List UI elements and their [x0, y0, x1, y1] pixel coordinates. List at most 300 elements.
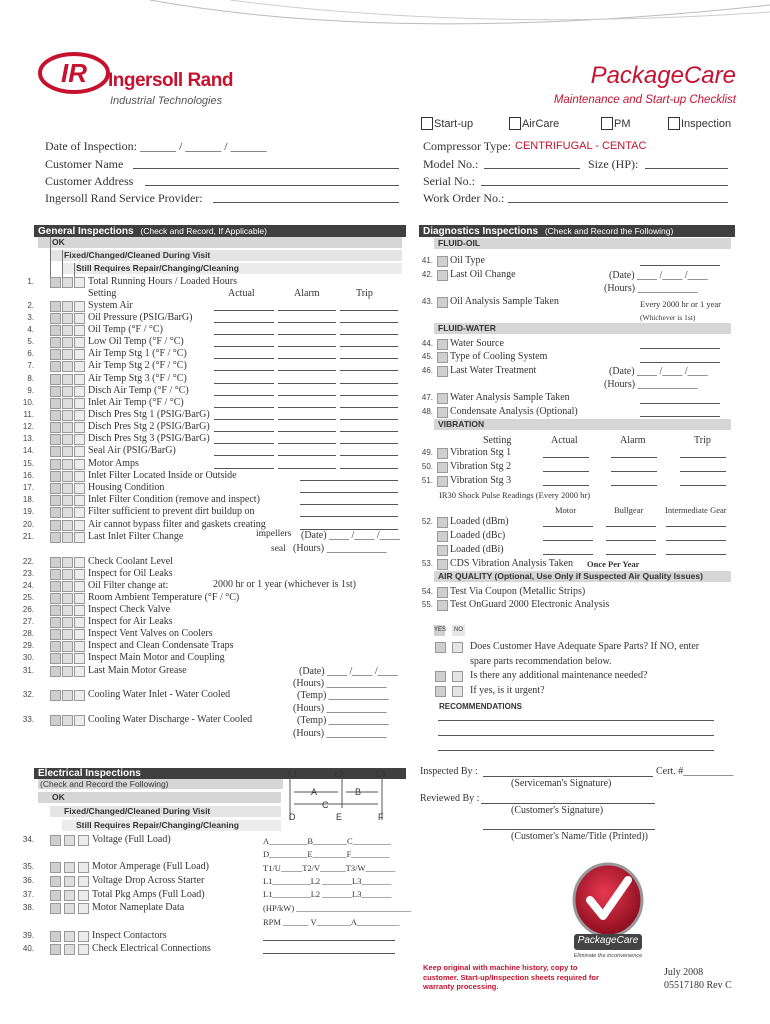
item-label: Air cannot bypass filter and gaskets creating	[88, 519, 266, 530]
voltage-abc[interactable]: A_________B________C_________	[263, 836, 391, 846]
status-box[interactable]	[74, 277, 85, 288]
maint-yes-box[interactable]	[435, 671, 446, 682]
status-box[interactable]	[50, 903, 61, 914]
last-filter-hours[interactable]: (Hours) ____________	[293, 543, 387, 554]
voltage-def[interactable]: D_________E________F_________	[263, 849, 390, 859]
oil-type-field[interactable]	[640, 265, 720, 266]
reviewed-by-field[interactable]	[481, 803, 655, 804]
status-box[interactable]	[437, 545, 448, 556]
status-box[interactable]	[50, 944, 61, 955]
status-box[interactable]	[50, 446, 61, 457]
item-number: 18.	[22, 495, 34, 504]
status-box[interactable]	[74, 446, 85, 457]
vib-trip-field[interactable]	[680, 471, 726, 472]
status-box[interactable]	[62, 581, 73, 592]
spare-no-box[interactable]	[452, 642, 463, 653]
status-box[interactable]	[50, 495, 61, 506]
vib-trip-field[interactable]	[680, 457, 726, 458]
status-box[interactable]	[64, 835, 75, 846]
status-box[interactable]	[50, 507, 61, 518]
status-box[interactable]	[62, 301, 73, 312]
motor-amps-t[interactable]: T1/U_____T2/V______T3/W_______	[263, 863, 396, 873]
connections-field[interactable]	[263, 953, 395, 954]
status-box[interactable]	[64, 890, 75, 901]
status-box[interactable]	[64, 862, 75, 873]
alarm-field[interactable]	[278, 346, 336, 347]
status-box[interactable]	[74, 605, 85, 616]
urgent-question: If yes, is it urgent?	[470, 685, 545, 696]
status-box[interactable]	[62, 507, 73, 518]
actual-field[interactable]	[214, 468, 274, 469]
status-box[interactable]	[74, 374, 85, 385]
status-box[interactable]	[74, 325, 85, 336]
actual-field[interactable]	[214, 383, 274, 384]
status-box[interactable]	[74, 629, 85, 640]
trip-field[interactable]	[340, 407, 398, 408]
status-box[interactable]	[62, 313, 73, 324]
actual-field[interactable]	[214, 419, 274, 420]
status-box[interactable]	[74, 434, 85, 445]
status-box[interactable]	[437, 559, 448, 570]
status-box[interactable]	[50, 569, 61, 580]
alarm-field[interactable]	[278, 370, 336, 371]
item-label: Inspect and Clean Condensate Traps	[88, 640, 234, 651]
status-box[interactable]	[74, 690, 85, 701]
intermediate-field[interactable]	[666, 526, 726, 527]
motor-field[interactable]	[543, 526, 593, 527]
status-box[interactable]	[62, 629, 73, 640]
status-box[interactable]	[74, 386, 85, 397]
water-treat-hours[interactable]: (Hours) ____________	[604, 379, 698, 390]
status-box[interactable]	[50, 301, 61, 312]
status-box[interactable]	[50, 715, 61, 726]
item-label: Loaded (dBm)	[450, 516, 509, 527]
status-box[interactable]	[74, 313, 85, 324]
status-box[interactable]	[437, 587, 448, 598]
status-box[interactable]	[74, 557, 85, 568]
status-box[interactable]	[50, 410, 61, 421]
status-box[interactable]	[78, 876, 89, 887]
status-box[interactable]	[74, 471, 85, 482]
alarm-field[interactable]	[278, 431, 336, 432]
bullgear-field[interactable]	[606, 540, 656, 541]
status-box[interactable]	[437, 600, 448, 611]
nameplate-rpm[interactable]: RPM ______ V________A__________	[263, 917, 400, 927]
status-box[interactable]	[64, 944, 75, 955]
startup-checkbox[interactable]	[421, 117, 433, 130]
status-box[interactable]	[74, 569, 85, 580]
urgent-yes-box[interactable]	[435, 686, 446, 697]
status-box[interactable]	[62, 337, 73, 348]
alarm-field[interactable]	[278, 468, 336, 469]
status-box[interactable]	[74, 301, 85, 312]
status-box[interactable]	[78, 862, 89, 873]
fluid-oil-band: FLUID-OIL	[434, 238, 731, 249]
status-box[interactable]	[62, 398, 73, 409]
status-box[interactable]	[50, 666, 61, 677]
alarm-field[interactable]	[278, 310, 336, 311]
provider-field[interactable]	[213, 202, 399, 203]
actual-field[interactable]	[214, 407, 274, 408]
status-box[interactable]	[74, 581, 85, 592]
status-box[interactable]	[62, 410, 73, 421]
item-number: 23.	[22, 569, 34, 578]
status-box[interactable]	[74, 653, 85, 664]
status-box[interactable]	[437, 256, 448, 267]
status-box[interactable]	[50, 483, 61, 494]
status-box[interactable]	[50, 277, 61, 288]
d-label: D	[289, 812, 296, 822]
trip-field[interactable]	[340, 346, 398, 347]
status-box[interactable]	[437, 517, 448, 528]
status-box[interactable]	[62, 557, 73, 568]
alarm-field[interactable]	[278, 419, 336, 420]
water-discharge-hours[interactable]: (Hours) ____________	[293, 728, 387, 739]
status-box[interactable]	[64, 903, 75, 914]
status-box[interactable]	[50, 349, 61, 360]
value-field[interactable]	[300, 492, 398, 493]
oil-change-date[interactable]: (Date) ____ /____ /____	[609, 270, 708, 281]
status-box[interactable]	[74, 422, 85, 433]
status-box[interactable]	[74, 410, 85, 421]
status-box[interactable]	[62, 653, 73, 664]
status-box[interactable]	[437, 352, 448, 363]
vib-col-trip: Trip	[694, 435, 711, 446]
bullgear-field[interactable]	[606, 526, 656, 527]
item-label: Inlet Filter Condition (remove and inspect)	[88, 494, 260, 505]
status-box[interactable]	[62, 459, 73, 470]
once-per-year: Once Per Year	[587, 559, 640, 569]
status-box[interactable]	[50, 532, 61, 543]
trip-field[interactable]	[340, 310, 398, 311]
item-label: Inspect Vent Valves on Coolers	[88, 628, 213, 639]
status-box[interactable]	[74, 617, 85, 628]
item-number: 35.	[22, 862, 34, 871]
item-number: 3.	[27, 313, 34, 322]
trip-field[interactable]	[340, 468, 398, 469]
cooling-type-field[interactable]	[640, 362, 720, 363]
maint-no-box[interactable]	[452, 671, 463, 682]
item-number: 12.	[22, 422, 34, 431]
a-label: A	[311, 787, 318, 797]
contactors-field[interactable]	[263, 940, 395, 941]
status-box[interactable]	[62, 715, 73, 726]
status-box[interactable]	[78, 931, 89, 942]
status-box[interactable]	[50, 593, 61, 604]
status-box[interactable]	[62, 386, 73, 397]
status-box[interactable]	[74, 398, 85, 409]
oil-change-hours[interactable]: (Hours) ____________	[604, 283, 698, 294]
actual-field[interactable]	[214, 455, 274, 456]
item-label: Oil Temp (°F / °C)	[88, 324, 163, 335]
grease-date[interactable]: (Date) ____ /____ /____	[299, 666, 398, 677]
air-quality-band: AIR QUALITY (Optional, Use Only if Suspected Air Quality Issues)	[434, 571, 731, 582]
item-number: 44.	[421, 339, 433, 348]
status-box[interactable]	[50, 690, 61, 701]
model-field[interactable]	[484, 168, 580, 169]
status-box[interactable]	[74, 337, 85, 348]
motor-field[interactable]	[543, 540, 593, 541]
status-box[interactable]	[62, 422, 73, 433]
actual-field[interactable]	[214, 310, 274, 311]
trip-field[interactable]	[340, 370, 398, 371]
status-box[interactable]	[50, 876, 61, 887]
status-box[interactable]	[437, 462, 448, 473]
alarm-field[interactable]	[278, 455, 336, 456]
status-box[interactable]	[62, 446, 73, 457]
status-box[interactable]	[50, 890, 61, 901]
trip-field[interactable]	[340, 334, 398, 335]
pm-label: PM	[614, 118, 631, 130]
status-box[interactable]	[50, 581, 61, 592]
alarm-field[interactable]	[278, 443, 336, 444]
vib-alarm-field[interactable]	[611, 457, 657, 458]
status-box[interactable]	[50, 434, 61, 445]
status-box[interactable]	[50, 641, 61, 652]
status-box[interactable]	[62, 361, 73, 372]
motor-field[interactable]	[543, 554, 593, 555]
status-box[interactable]	[50, 374, 61, 385]
status-box[interactable]	[62, 495, 73, 506]
trip-field[interactable]	[340, 322, 398, 323]
intermediate-field[interactable]	[666, 540, 726, 541]
status-box[interactable]	[62, 349, 73, 360]
status-box[interactable]	[62, 374, 73, 385]
status-box[interactable]	[62, 532, 73, 543]
pkg-amps-l[interactable]: L1_________L2 _______L3_______	[263, 889, 392, 899]
actual-field[interactable]	[214, 322, 274, 323]
status-box[interactable]	[437, 339, 448, 350]
alarm-field[interactable]	[278, 407, 336, 408]
vib-actual-field[interactable]	[543, 471, 589, 472]
status-box[interactable]	[78, 903, 89, 914]
pm-checkbox[interactable]	[601, 117, 613, 130]
status-box[interactable]	[62, 483, 73, 494]
water-discharge-temp[interactable]: (Temp) ____________	[297, 715, 389, 726]
customer-name-title-field[interactable]	[483, 829, 655, 830]
badge-tagline: Eliminate the inconvenience	[573, 953, 643, 959]
urgent-no-box[interactable]	[452, 686, 463, 697]
provider-label: Ingersoll Rand Service Provider:	[45, 191, 203, 205]
vib-actual-field[interactable]	[543, 457, 589, 458]
vib-alarm-field[interactable]	[611, 471, 657, 472]
alarm-field[interactable]	[278, 383, 336, 384]
customer-name-field[interactable]	[133, 168, 399, 169]
status-box[interactable]	[50, 605, 61, 616]
water-treat-date[interactable]: (Date) ____ /____ /____	[609, 366, 708, 377]
alarm-field[interactable]	[278, 322, 336, 323]
inspected-by-field[interactable]	[483, 776, 653, 777]
status-box[interactable]	[64, 876, 75, 887]
trip-field[interactable]	[340, 431, 398, 432]
status-box[interactable]	[74, 520, 85, 531]
status-box[interactable]	[50, 835, 61, 846]
serial-field[interactable]	[481, 185, 728, 186]
ir30-note: IR30 Shock Pulse Readings (Every 2000 hr)	[439, 490, 591, 500]
condensate-field[interactable]	[640, 416, 720, 417]
status-box[interactable]	[50, 617, 61, 628]
status-box[interactable]	[62, 666, 73, 677]
bullgear-field[interactable]	[606, 554, 656, 555]
status-box[interactable]	[62, 617, 73, 628]
status-box[interactable]	[437, 448, 448, 459]
status-box[interactable]	[437, 270, 448, 281]
maint-question: Is there any additional maintenance needed?	[470, 670, 648, 681]
cert-field[interactable]: Cert. #__________	[656, 766, 734, 777]
status-box[interactable]	[437, 393, 448, 404]
item-number: 2.	[27, 301, 34, 310]
status-box[interactable]	[74, 349, 85, 360]
status-box[interactable]	[74, 507, 85, 518]
status-box[interactable]	[74, 641, 85, 652]
status-box[interactable]	[50, 520, 61, 531]
recommendation-line-1[interactable]	[438, 720, 714, 721]
vib-trip-field[interactable]	[680, 485, 726, 486]
electrical-title: Electrical Inspections	[38, 768, 141, 779]
status-box[interactable]	[62, 325, 73, 336]
alarm-field[interactable]	[278, 334, 336, 335]
status-box[interactable]	[437, 476, 448, 487]
status-box[interactable]	[50, 471, 61, 482]
recommendation-line-2[interactable]	[438, 735, 714, 736]
status-box[interactable]	[62, 569, 73, 580]
intermediate-field[interactable]	[666, 554, 726, 555]
status-box[interactable]	[50, 557, 61, 568]
status-box[interactable]	[50, 325, 61, 336]
status-box[interactable]	[50, 386, 61, 397]
actual-field[interactable]	[214, 358, 274, 359]
oil-filter-note: 2000 hr or 1 year (whichever is 1st)	[213, 579, 357, 590]
status-box[interactable]	[62, 641, 73, 652]
actual-field[interactable]	[214, 346, 274, 347]
customer-address-field[interactable]	[145, 185, 399, 186]
status-box[interactable]	[50, 398, 61, 409]
status-box[interactable]	[50, 361, 61, 372]
status-box[interactable]	[78, 835, 89, 846]
status-box[interactable]	[74, 715, 85, 726]
alarm-field[interactable]	[278, 395, 336, 396]
item-label: Vibration Stg 2	[450, 461, 512, 472]
recommendation-line-3[interactable]	[438, 750, 714, 751]
trip-field[interactable]	[340, 383, 398, 384]
ok-pointer-line	[50, 237, 51, 277]
status-box[interactable]	[437, 297, 448, 308]
status-box[interactable]	[74, 459, 85, 470]
customer-address-label: Customer Address	[45, 174, 134, 188]
fluid-water-band: FLUID-WATER	[434, 323, 731, 334]
actual-field[interactable]	[214, 443, 274, 444]
status-box[interactable]	[50, 422, 61, 433]
status-box[interactable]	[74, 495, 85, 506]
work-order-field[interactable]	[508, 202, 728, 203]
value-field[interactable]	[300, 516, 398, 517]
voltage-drop-l[interactable]: L1_________L2 _______L3_______	[263, 876, 392, 886]
water-inlet-temp[interactable]: (Temp) ____________	[297, 690, 389, 701]
status-box[interactable]	[62, 520, 73, 531]
status-box[interactable]	[50, 629, 61, 640]
status-box[interactable]	[62, 471, 73, 482]
status-box[interactable]	[50, 862, 61, 873]
ir-logo-mark-icon	[38, 52, 110, 94]
status-box[interactable]	[78, 944, 89, 955]
item-label: Air Temp Stg 2 (°F / °C)	[88, 360, 187, 371]
status-box[interactable]	[62, 690, 73, 701]
item-number: 28.	[22, 629, 34, 638]
value-field[interactable]	[300, 504, 398, 505]
trip-field[interactable]	[340, 358, 398, 359]
status-box[interactable]	[437, 531, 448, 542]
status-box[interactable]	[62, 277, 73, 288]
item-label: Last Inlet Filter Change	[88, 531, 184, 542]
trip-field[interactable]	[340, 419, 398, 420]
status-box[interactable]	[62, 434, 73, 445]
nameplate-hp[interactable]: (HP/kW) ___________________________	[263, 903, 412, 913]
aircare-checkbox[interactable]	[509, 117, 521, 130]
item-label: Disch Air Temp (°F / °C)	[88, 385, 189, 396]
item-number: 31.	[22, 666, 34, 675]
status-box[interactable]	[50, 313, 61, 324]
item-number: 36.	[22, 876, 34, 885]
water-source-field[interactable]	[640, 348, 720, 349]
status-box[interactable]	[74, 666, 85, 677]
col-trip: Trip	[356, 288, 373, 299]
vib-alarm-field[interactable]	[611, 485, 657, 486]
date-of-inspection-field[interactable]: Date of Inspection: ______ / ______ / ______	[45, 139, 267, 153]
trip-field[interactable]	[340, 395, 398, 396]
water-inlet-hours[interactable]: (Hours) ____________	[293, 703, 387, 714]
alarm-field[interactable]	[278, 358, 336, 359]
status-box[interactable]	[50, 653, 61, 664]
value-field[interactable]	[300, 480, 398, 481]
status-box[interactable]	[74, 483, 85, 494]
item-label: Condensate Analysis (Optional)	[450, 406, 578, 417]
actual-field[interactable]	[214, 431, 274, 432]
actual-field[interactable]	[214, 395, 274, 396]
item-label: Filter sufficient to prevent dirt buildup on	[88, 506, 255, 517]
item-number: 32.	[22, 690, 34, 699]
status-box[interactable]	[74, 532, 85, 543]
status-box[interactable]	[437, 366, 448, 377]
status-box[interactable]	[74, 593, 85, 604]
last-filter-date[interactable]: (Date) ____ /____ /____	[301, 530, 400, 541]
spare-yes-box[interactable]	[435, 642, 446, 653]
inspection-checkbox[interactable]	[668, 117, 680, 130]
e-label: E	[336, 812, 343, 822]
status-box[interactable]	[62, 605, 73, 616]
status-box[interactable]	[74, 361, 85, 372]
status-box[interactable]	[437, 407, 448, 418]
trip-field[interactable]	[340, 443, 398, 444]
status-box[interactable]	[50, 459, 61, 470]
item-label: Room Ambient Temperature (°F / °C)	[88, 592, 240, 603]
status-box[interactable]	[50, 931, 61, 942]
inspection-label: Inspection	[681, 118, 732, 130]
item-label: Water Analysis Sample Taken	[450, 392, 570, 403]
status-box[interactable]	[62, 593, 73, 604]
status-box[interactable]	[64, 931, 75, 942]
actual-field[interactable]	[214, 370, 274, 371]
item-number: 27.	[22, 617, 34, 626]
status-box[interactable]	[50, 337, 61, 348]
status-box[interactable]	[78, 890, 89, 901]
grease-hours[interactable]: (Hours) ____________	[293, 678, 387, 689]
item-number: 42.	[421, 270, 433, 279]
vib-actual-field[interactable]	[543, 485, 589, 486]
water-sample-field[interactable]	[640, 403, 720, 404]
trip-field[interactable]	[340, 455, 398, 456]
actual-field[interactable]	[214, 334, 274, 335]
size-field[interactable]	[645, 168, 728, 169]
